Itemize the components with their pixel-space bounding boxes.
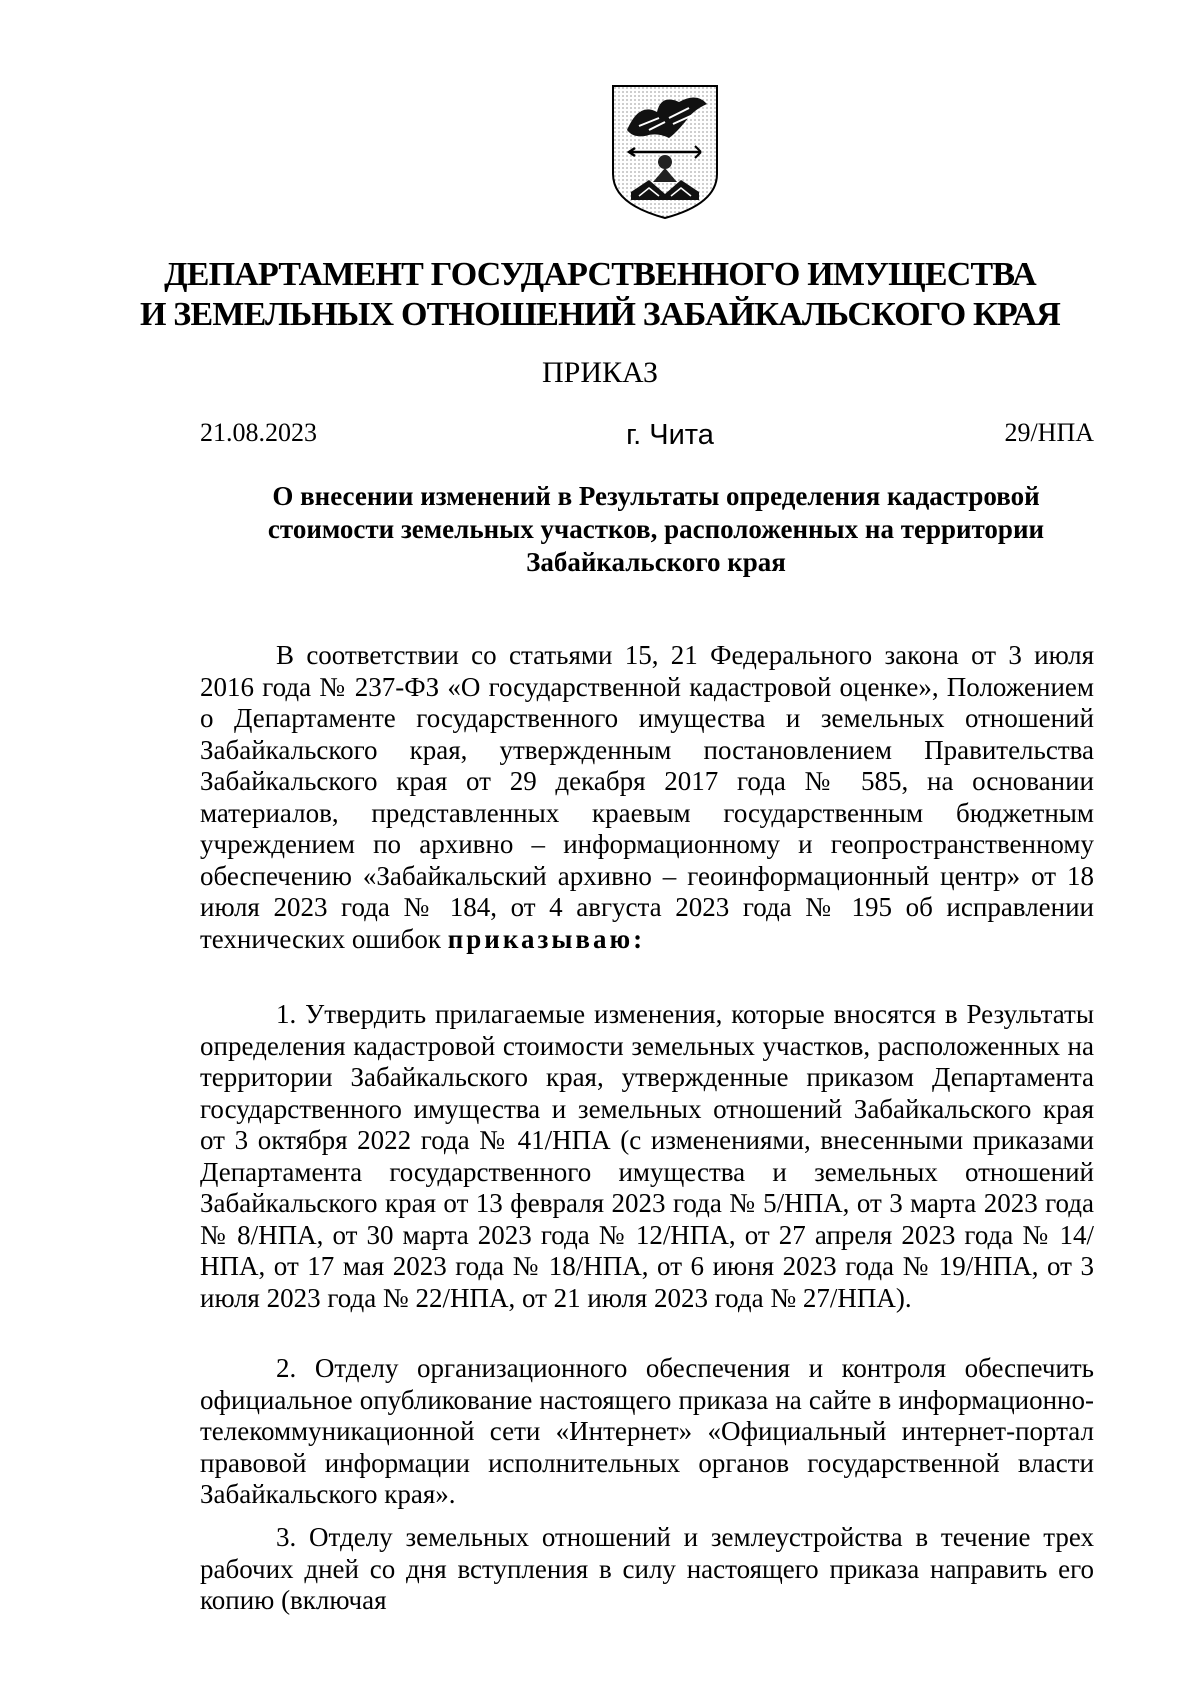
department-name-line1: ДЕПАРТАМЕНТ ГОСУДАРСТВЕННОГО ИМУЩЕСТВА — [164, 256, 1036, 293]
document-type: ПРИКАЗ — [542, 356, 658, 389]
item-1-paragraph: 1. Утвердить прилагаемые изменения, которые вносятся в Результаты определения кадастровой стоимости земельных участков, расположенных на территории Забайкальского края, утвержденные приказом Департамента государственного имущества и земельных отношений Забайкальского края от 3 октября 2022 года № 41/НПА (с изменениями, внесенными приказами Департамента государственного имущества и земельных отношений Забайкальского края от 13 февраля 2023 года № 5/НПА, от 3 марта 2023 года № 8/НПА, от 30 марта 2023 года № 12/НПА, от 27 апреля 2023 года № 14/НПА, от 17 мая 2023 года № 18/НПА, от 6 июня 2023 года № 19/НПА, от 3 июля 2023 года № 22/НПА, от 21 июля 2023 года № 27/НПА). — [200, 999, 1094, 1313]
department-name-line2: И ЗЕМЕЛЬНЫХ ОТНОШЕНИЙ ЗАБАЙКАЛЬСКОГО КРАЯ — [139, 296, 1061, 333]
document-city: г. Чита — [626, 419, 714, 451]
document-number: 29/НПА — [1004, 418, 1094, 447]
document-subject: О внесении изменений в Результаты определения кадастровой стоимости земельных участков, расположенных на территории Забайкальского края — [267, 481, 1045, 577]
order-word: приказываю: — [447, 923, 646, 954]
preamble-paragraph — [200, 640, 1094, 955]
item-3-paragraph: 3. Отделу земельных отношений и землеустройства в течение трех рабочих дней со дня вступления в силу настоящего приказа направить его копию (включая — [200, 1522, 1094, 1615]
item-2-paragraph: 2. Отделу организационного обеспечения и контроля обеспечить официальное опубликование настоящего приказа на сайте в информационно-телекоммуникационной сети «Интернет» «Официальный интернет-портал правовой информации исполнительных органов государственной власти Забайкальского края». — [200, 1353, 1094, 1509]
document-date: 21.08.2023 — [200, 418, 317, 447]
preamble-text: В соответствии со статьями 15, 21 Федерального закона от 3 июля 2016 года № 237-ФЗ «О государственной кадастровой оценке», Положением о Департаменте государственного имущества и земельных отношений Забайкальского края, утвержденным постановлением Правительства Забайкальского края от 29 декабря 2017 года № 585, на основании материалов, представленных краевым государственным бюджетным учреждением по архивно – информационному и геопространственному обеспечению «Забайкальский архивно – геоинформационный центр» от 18 июля 2023 года № 184, от 4 августа 2023 года № 195 об исправлении технических ошибок — [200, 640, 1094, 954]
coat-of-arms-icon — [609, 82, 721, 222]
